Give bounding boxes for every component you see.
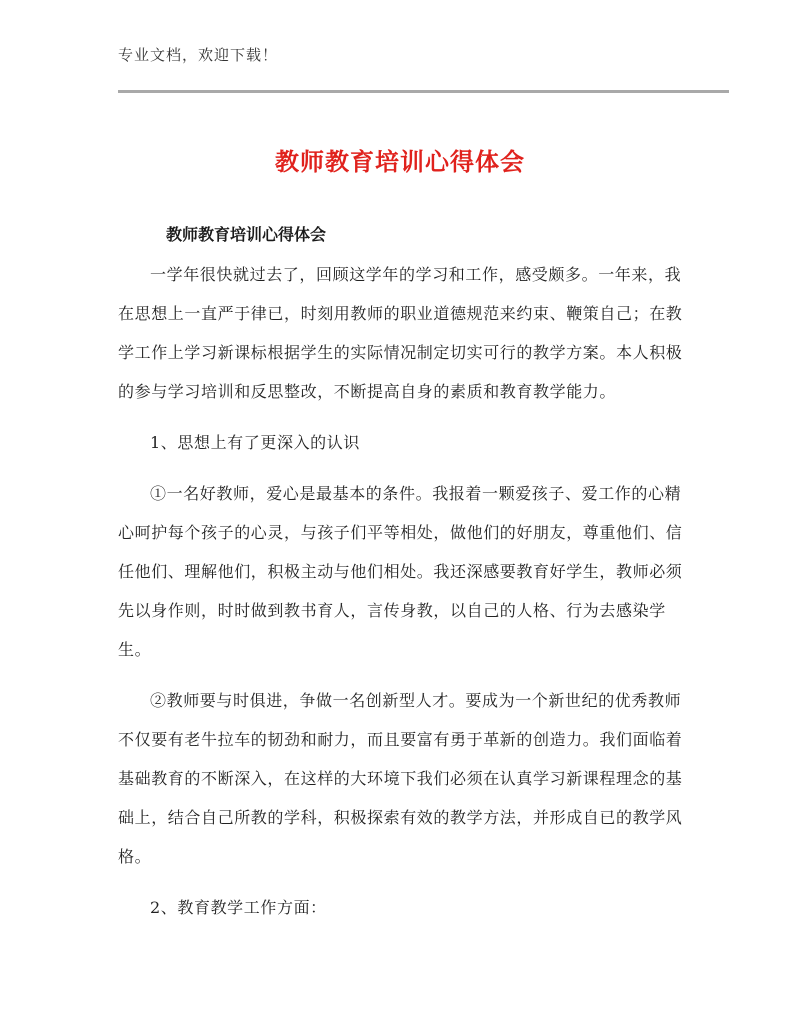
- document-title: 教师教育培训心得体会: [275, 148, 525, 176]
- page-header-text: 专业文档，欢迎下载！: [118, 46, 279, 64]
- section-heading-2: 2、教育教学工作方面：: [150, 898, 327, 917]
- paragraph-point-2: ②教师要与时俱进，争做一名创新型人才。要成为一个新世纪的优秀教师不仅要有老牛拉车的韧劲和耐力，而且要富有勇于革新的创造力。我们面临着基础教育的不断深入，在这样的大环境下我们必须在认真学习新课程理念的基础上，结合自己所教的学科，积极探索有效的教学方法，并形成自已的教学风格。: [118, 691, 683, 866]
- paragraph-intro: 一学年很快就过去了，回顾这学年的学习和工作，感受颇多。一年来，我在思想上一直严于律已，时刻用教师的职业道德规范来约束、鞭策自己；在教学工作上学习新课标根据学生的实际情况制定切实可行的教学方案。本人积极的参与学习培训和反思整改，不断提高自身的素质和教育教学能力。: [118, 265, 683, 401]
- paragraph-point-1: ①一名好教师，爱心是最基本的条件。我报着一颗爱孩子、爱工作的心精心呵护每个孩子的心灵，与孩子们平等相处，做他们的好朋友，尊重他们、信任他们、理解他们，积极主动与他们相处。我还深感要教育好学生，教师必须先以身作则，时时做到教书育人，言传身教，以自己的人格、行为去感染学生。: [118, 484, 683, 659]
- document-body: [118, 255, 683, 927]
- header-divider: [118, 90, 729, 93]
- section-heading-1: 1、思想上有了更深入的认识: [150, 433, 360, 452]
- document-subtitle: 教师教育培训心得体会: [166, 225, 327, 244]
